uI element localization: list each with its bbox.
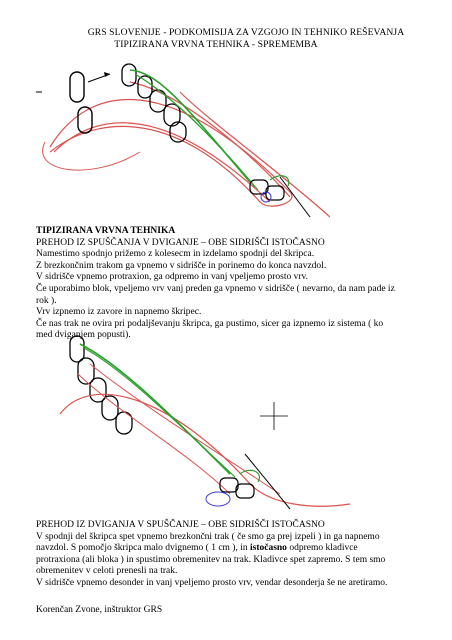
- text-line: protraxiona (ali bloka ) in spustimo obremenitev na trak. Kladivce spet zapremo. S tem smo: [36, 554, 386, 565]
- section-subtitle: PREHOD IZ DVIGANJA V SPUŠČANJE – OBE SIDRIŠČI ISTOČASNO: [36, 520, 325, 530]
- footer-author: Korenčan Zvone, inštruktor GRS: [36, 605, 163, 615]
- text-line: V sidrišče vpnemo protraxion, ga odpremo in vanj vpeljemo prosto vrv.: [36, 272, 309, 283]
- section-subtitle: PREHOD IZ SPUŠČANJA V DVIGANJE – OBE SIDRIŠČI ISTOČASNO: [36, 237, 325, 248]
- text-line: Z brezkončnim trakom ga vpnemo v sidrišče in porinemo do konca navzdol.: [36, 260, 327, 271]
- rope-diagram-top: [30, 52, 330, 222]
- section-lowering: [36, 520, 426, 590]
- text-line: V spodnji del škripca spet vpnemo brezkončni trak ( če smo ga prej izpeli ) in ga napnemo: [36, 531, 380, 542]
- header-subtitle: TIPIZIRANA VRVNA TEHNIKA - SPREMEMBA: [114, 39, 318, 50]
- section-title: TIPIZIRANA VRVNA TEHNIKA: [36, 226, 176, 236]
- text-line: V sidrišče vpnemo desonder in vanj vpeljemo prosto vrv, vendar desonderja še ne aretiramo.: [36, 577, 388, 588]
- rope-diagram-bottom: [50, 334, 350, 522]
- text-line: [36, 543, 426, 555]
- emphasis-text: istočasno: [249, 543, 287, 554]
- text-span: navzdol. S pomočjo škripca malo dvignemo ( 1 cm ), in: [36, 543, 250, 554]
- text-line: Vrv izpnemo iz zavore in napnemo škripec.: [36, 307, 202, 318]
- text-line: med dviganjem popusti).: [36, 330, 131, 341]
- header-title: GRS SLOVENIJE - PODKOMISIJA ZA VZGOJO IN TEHNIKO REŠEVANJA: [87, 27, 405, 38]
- crosshair-icon: [260, 402, 288, 430]
- section-raising: [36, 226, 426, 342]
- text-line: obremenitev v celoti prenesli na trak.: [36, 566, 178, 577]
- text-line: Če nas trak ne ovira pri podaljševanju škripca, ga pustimo, sicer ga izpnemo iz sistema ( ko: [36, 318, 384, 329]
- carabiner-icon: [70, 72, 92, 133]
- text-span: odpremo kladivce: [286, 543, 358, 554]
- text-line: Če uporabimo blok, vpeljemo vrv vanj preden ga vpnemo v sidrišče ( nevarno, da nam pade iz: [36, 283, 395, 294]
- text-line: Namestimo spodnjo prižemo z kolesecm in izdelamo spodnji del škripca.: [36, 249, 315, 260]
- text-line: rok ).: [36, 295, 57, 306]
